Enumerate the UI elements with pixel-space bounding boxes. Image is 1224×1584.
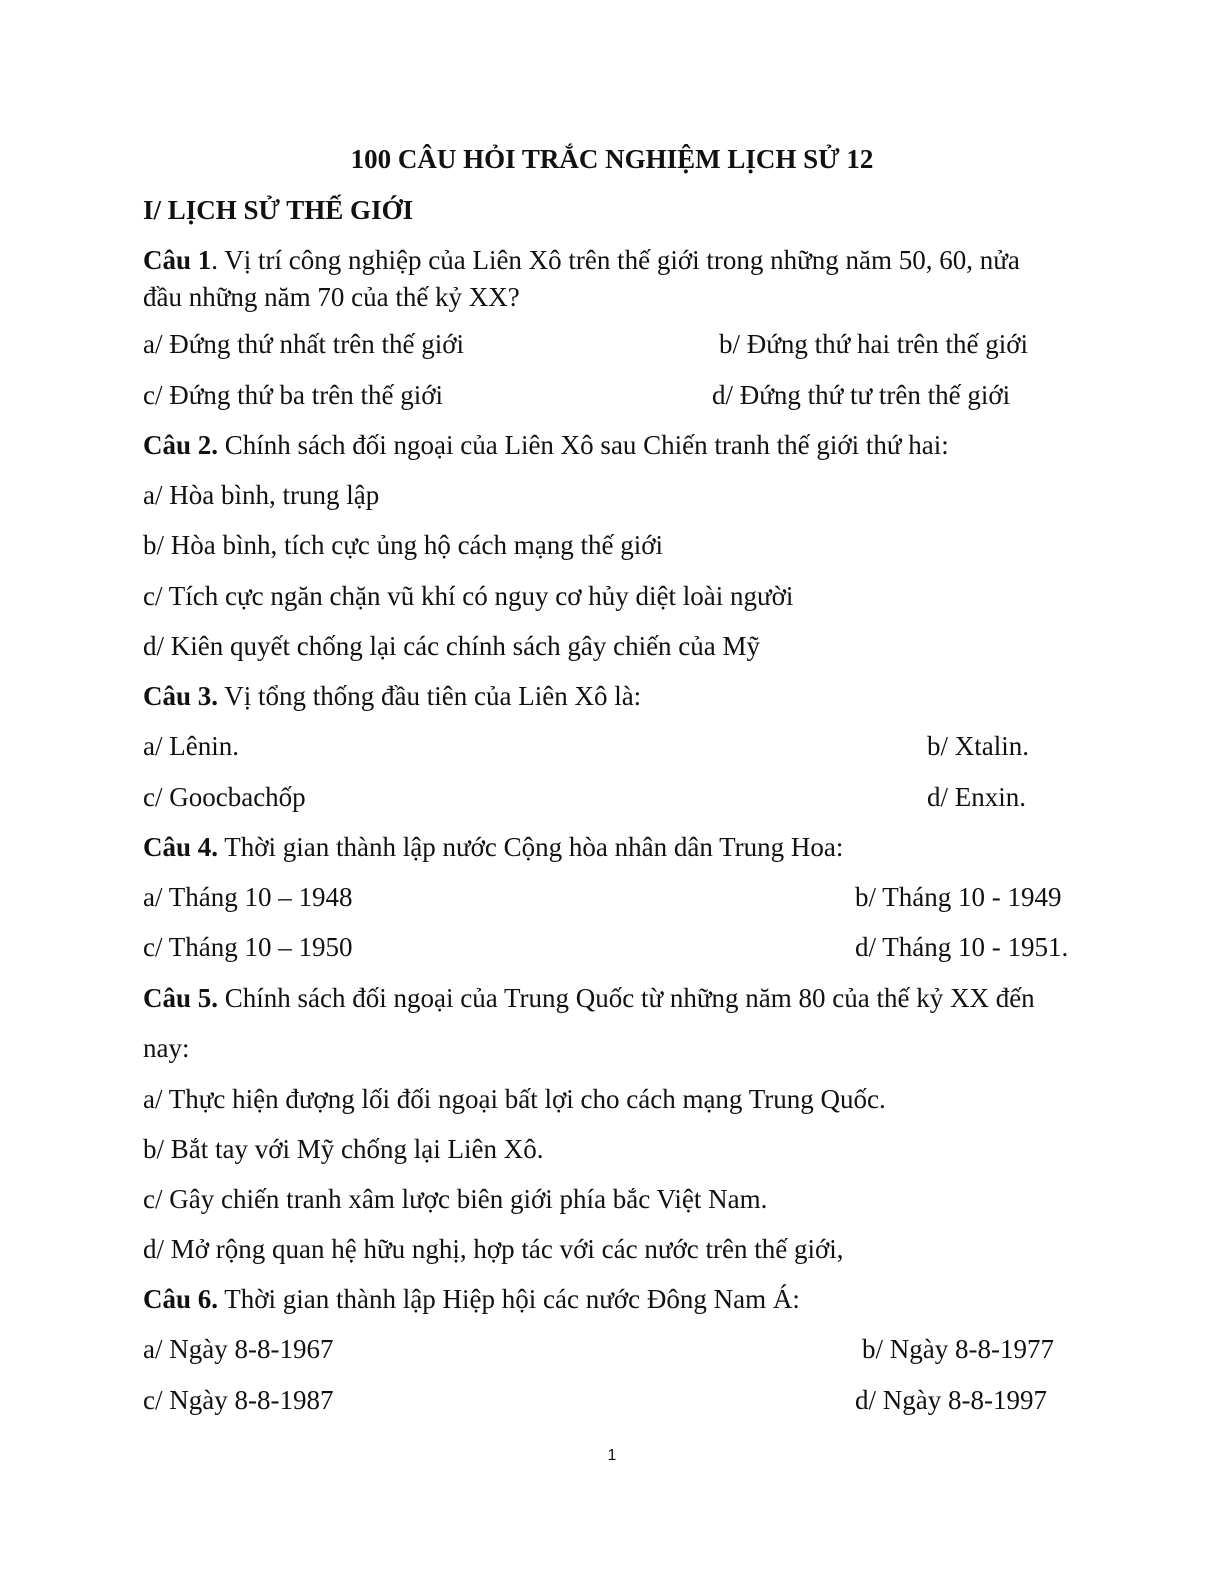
option-b: b/ Tháng 10 - 1949 (855, 882, 1062, 912)
option-a: a/ Lênin. (143, 731, 239, 761)
option-d: d/ Ngày 8-8-1997 (855, 1385, 1047, 1415)
question-label: Câu 6. (143, 1284, 219, 1314)
option-a: a/ Hòa bình, trung lập (143, 480, 380, 510)
option-d: d/ Enxin. (927, 782, 1026, 812)
option-a: a/ Ngày 8-8-1967 (143, 1334, 334, 1364)
question-6 (143, 1284, 800, 1314)
option-b: b/ Bắt tay với Mỹ chống lại Liên Xô. (143, 1134, 544, 1164)
question-label: Câu 1 (143, 245, 212, 275)
option-c: c/ Goocbachốp (143, 782, 306, 812)
section-heading: I/ LỊCH SỬ THẾ GIỚI (143, 195, 414, 225)
question-label: Câu 4. (143, 832, 219, 862)
page-number: 1 (607, 1447, 617, 1464)
option-c: c/ Ngày 8-8-1987 (143, 1385, 334, 1415)
option-d: d/ Tháng 10 - 1951. (855, 932, 1069, 962)
question-3 (143, 681, 641, 711)
question-text: Thời gian thành lập nước Cộng hòa nhân dân Trung Hoa: (218, 832, 844, 862)
option-c: c/ Gây chiến tranh xâm lược biên giới phía bắc Việt Nam. (143, 1184, 768, 1214)
question-1-continuation: đầu những năm 70 của thế kỷ XX? (143, 282, 520, 312)
question-2 (143, 430, 949, 460)
question-label: Câu 5. (143, 983, 219, 1013)
option-a: a/ Tháng 10 – 1948 (143, 882, 353, 912)
question-1 (143, 245, 1020, 275)
option-c: c/ Tháng 10 – 1950 (143, 932, 353, 962)
question-text: Vị tổng thống đầu tiên của Liên Xô là: (218, 681, 642, 711)
option-d: d/ Kiên quyết chống lại các chính sách gây chiến của Mỹ (143, 631, 761, 661)
question-text: . Vị trí công nghiệp của Liên Xô trên thế giới trong những năm 50, 60, nửa (211, 245, 1020, 275)
option-b: b/ Xtalin. (927, 731, 1029, 761)
question-4 (143, 832, 843, 862)
question-text: Chính sách đối ngoại của Liên Xô sau Chiến tranh thế giới thứ hai: (218, 430, 949, 460)
question-5 (143, 983, 1035, 1013)
option-b: b/ Hòa bình, tích cực ủng hộ cách mạng thế giới (143, 530, 664, 560)
question-text: Chính sách đối ngoại của Trung Quốc từ những năm 80 của thế kỷ XX đến (218, 983, 1035, 1013)
document-title: 100 CÂU HỎI TRẮC NGHIỆM LỊCH SỬ 12 (350, 144, 874, 174)
option-d: d/ Đứng thứ tư trên thế giới (712, 380, 1011, 410)
option-c: c/ Tích cực ngăn chặn vũ khí có nguy cơ hủy diệt loài người (143, 581, 794, 611)
question-label: Câu 2. (143, 430, 219, 460)
question-label: Câu 3. (143, 681, 219, 711)
question-5-continuation: nay: (143, 1033, 190, 1063)
question-text: Thời gian thành lập Hiệp hội các nước Đông Nam Á: (218, 1284, 800, 1314)
option-a: a/ Thực hiện đượng lối đối ngoại bất lợi cho cách mạng Trung Quốc. (143, 1084, 886, 1114)
option-b: b/ Đứng thứ hai trên thế giới (719, 329, 1028, 359)
option-d: d/ Mở rộng quan hệ hữu nghị, hợp tác với các nước trên thế giới, (143, 1234, 844, 1264)
option-a: a/ Đứng thứ nhất trên thế giới (143, 329, 464, 359)
option-c: c/ Đứng thứ ba trên thế giới (143, 380, 443, 410)
option-b: b/ Ngày 8-8-1977 (862, 1334, 1054, 1364)
